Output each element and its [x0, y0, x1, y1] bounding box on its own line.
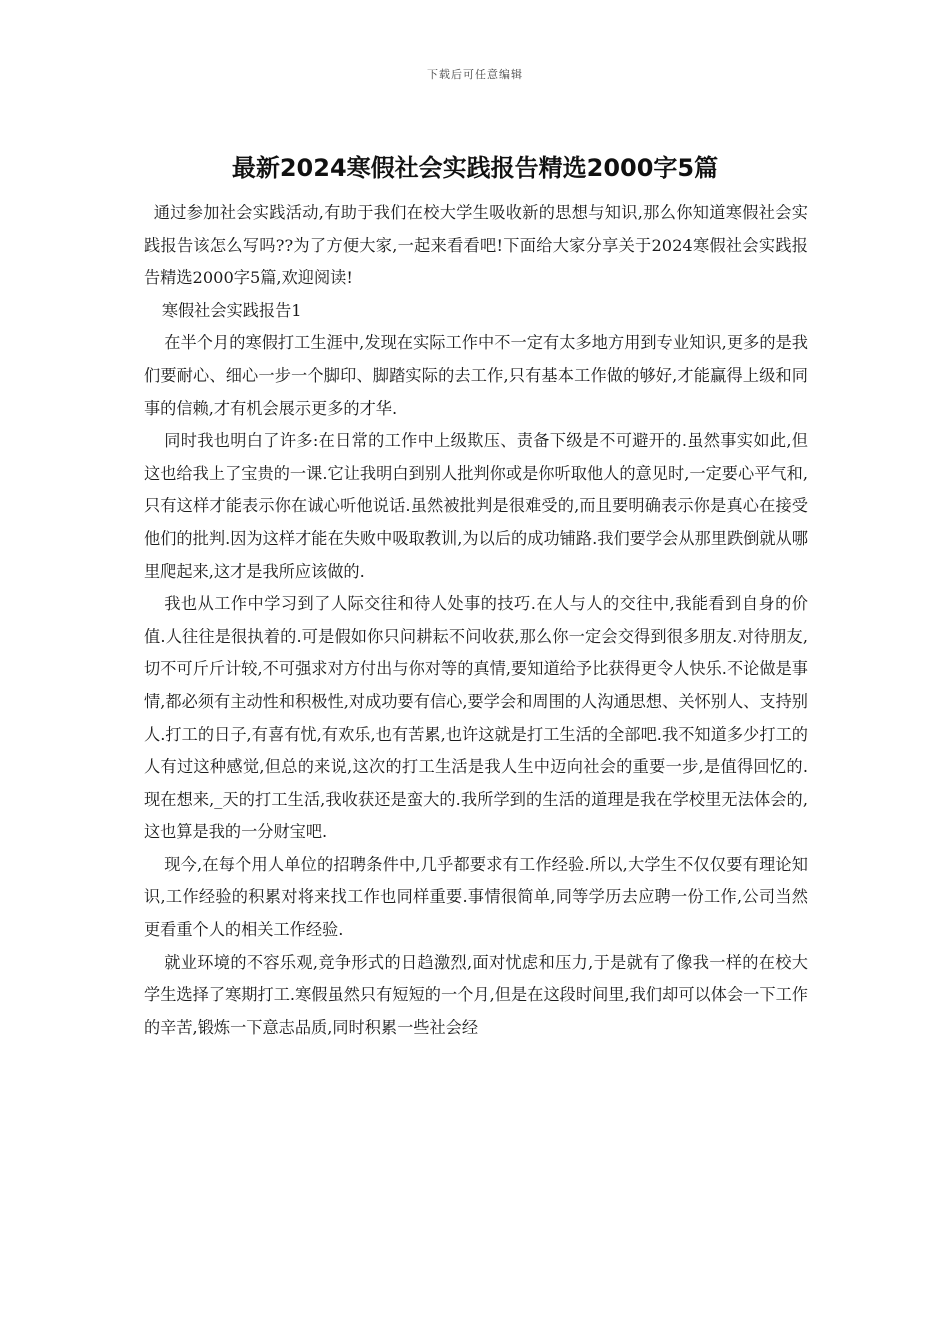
body-paragraph-5: 就业环境的不容乐观,竞争形式的日趋激烈,面对忧虑和压力,于是就有了像我一样的在校大学生选择了寒期打工.寒假虽然只有短短的一个月,但是在这段时间里,我们却可以体会一下工作的辛苦,锻炼一下意志品质,同时积累一些社会经 — [144, 952, 808, 1037]
document-body — [144, 197, 808, 1044]
body-paragraph-2: 同时我也明白了许多:在日常的工作中上级欺压、责备下级是不可避开的.虽然事实如此,但这也给我上了宝贵的一课.它让我明白到别人批判你或是你听取他人的意见时,一定要心平气和,只有这样才能表示你在诚心听他说话.虽然被批判是很难受的,而且要明确表示你是真心在接受他们的批判.因为这样才能在失败中吸取教训,为以后的成功铺路.我们要学会从那里跌倒就从哪里爬起来,这才是我所应该做的. — [144, 431, 808, 581]
header-note: 下载后可任意编辑 — [427, 68, 523, 81]
intro-paragraph: 通过参加社会实践活动,有助于我们在校大学生吸收新的思想与知识,那么你知道寒假社会实践报告该怎么写吗??为了方便大家,一起来看看吧!下面给大家分享关于2024寒假社会实践报告精选2000字5篇,欢迎阅读! — [144, 203, 808, 288]
body-paragraph-1: 在半个月的寒假打工生涯中,发现在实际工作中不一定有太多地方用到专业知识,更多的是我们要耐心、细心一步一个脚印、脚踏实际的去工作,只有基本工作做的够好,才能赢得上级和同事的信赖,才有机会展示更多的才华. — [144, 333, 808, 418]
section-heading: 寒假社会实践报告1 — [161, 300, 302, 320]
document-title: 最新2024寒假社会实践报告精选2000字5篇 — [231, 154, 719, 182]
body-paragraph-4: 现今,在每个用人单位的招聘条件中,几乎都要求有工作经验.所以,大学生不仅仅要有理论知识,工作经验的积累对将来找工作也同样重要.事情很简单,同等学历去应聘一份工作,公司当然更看重个人的相关工作经验. — [144, 854, 808, 940]
body-paragraph-3: 我也从工作中学习到了人际交往和待人处事的技巧.在人与人的交往中,我能看到自身的价值.人往往是很执着的.可是假如你只问耕耘不问收获,那么你一定会交得到很多朋友.对待朋友,切不可斤斤计较,不可强求对方付出与你对等的真情,要知道给予比获得更令人快乐.不论做是事情,都必须有主动性和积极性,对成功要有信心,要学会和周围的人沟通思想、关怀别人、支持别人.打工的日子,有喜有忧,有欢乐,也有苦累,也许这就是打工生活的全部吧.我不知道多少打工的人有过这种感觉,但总的来说,这次的打工生活是我人生中迈向社会的重要一步,是值得回忆的.现在想来,_天的打工生活,我收获还是蛮大的.我所学到的生活的道理是我在学校里无法体会的,这也算是我的一分财宝吧. — [144, 594, 808, 842]
